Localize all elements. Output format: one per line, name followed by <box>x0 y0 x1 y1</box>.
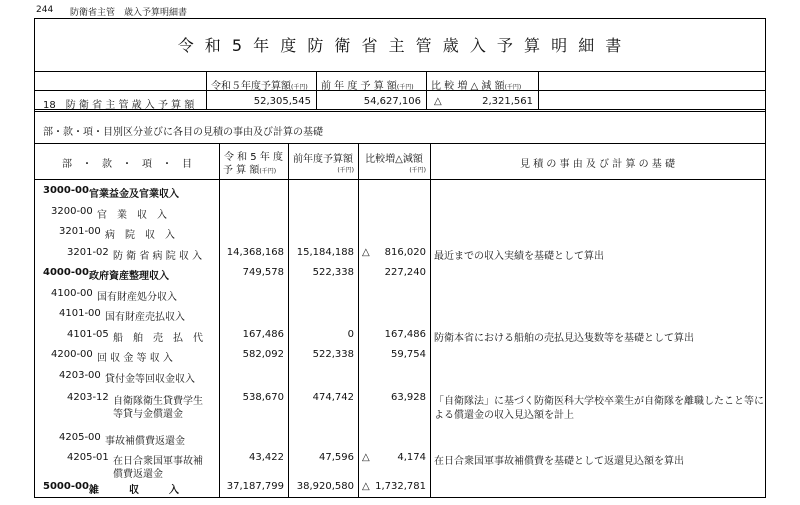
row-code: 3200-00 <box>51 206 93 217</box>
row-diff: 816,020 <box>384 247 426 258</box>
header-current-line1: 令 和 5 年 度 <box>223 152 284 163</box>
row-prev: 15,184,188 <box>296 247 354 258</box>
row-code: 4101-00 <box>59 308 101 319</box>
summary-diff: 2,321,561 <box>482 96 533 107</box>
rule-caption-bottom <box>35 143 765 144</box>
row-mark: △ <box>362 247 370 258</box>
row-code: 5000-00 <box>43 481 89 492</box>
row-name-line2: 償費返還金 <box>113 469 163 480</box>
page-number: 244 <box>36 5 54 15</box>
row-code: 3201-02 <box>67 247 109 258</box>
header-current-line2: 予 算 額(千円) <box>223 165 277 176</box>
row-name: 船 舶 売 払 代 <box>113 333 203 344</box>
detail-divider-2 <box>288 143 289 497</box>
row-name: 官 業 収 入 <box>97 210 167 221</box>
summary-divider-1 <box>206 71 207 109</box>
row-reason: 最近までの収入実績を基礎として算出 <box>434 251 604 262</box>
row-name-line2: 等貸与金償還金 <box>113 409 183 420</box>
row-current: 43,422 <box>249 452 284 463</box>
summary-divider-3 <box>426 71 427 109</box>
row-current: 538,670 <box>242 392 284 403</box>
summary-col-prev: 前 年 度 予 算 額(千円) <box>321 81 414 92</box>
summary-col-diff: 比 較 増 △ 減 額(千円) <box>431 81 522 92</box>
row-code: 4000-00 <box>43 267 89 278</box>
summary-divider-4 <box>538 71 539 109</box>
summary-divider-2 <box>316 71 317 109</box>
row-name: 国有財産処分収入 <box>97 292 177 303</box>
row-code: 4205-00 <box>59 432 101 443</box>
rule-top-summary <box>35 71 765 72</box>
row-code: 4200-00 <box>51 349 93 360</box>
row-prev: 38,920,580 <box>296 481 354 492</box>
row-name: 政府資産整理収入 <box>89 271 169 282</box>
summary-col-current: 令和５年度予算額(千円) <box>211 81 308 92</box>
row-diff: 1,732,781 <box>375 481 426 492</box>
detail-divider-1 <box>219 143 220 497</box>
summary-prev: 54,627,106 <box>363 96 421 107</box>
rule-detail-header-bottom <box>35 179 765 180</box>
header-prev: 前年度予算額 <box>293 154 353 165</box>
row-mark: △ <box>362 481 370 492</box>
row-name: 事故補償費返還金 <box>105 436 185 447</box>
row-name: 自衛隊衛生貸費学生 <box>113 396 203 407</box>
row-diff: 4,174 <box>397 452 426 463</box>
row-name: 官業益金及官業収入 <box>89 189 179 200</box>
running-header: 防衛省主管 歳入予算明細書 <box>70 8 188 18</box>
row-prev: 47,596 <box>319 452 354 463</box>
row-name: 貸付金等回収金収入 <box>105 374 195 385</box>
row-diff: 59,754 <box>391 349 426 360</box>
row-code: 3201-00 <box>59 226 101 237</box>
row-reason: 在日合衆国軍事故補償費を基礎として返還見込額を算出 <box>434 456 684 467</box>
row-name: 国有財産売払収入 <box>105 312 185 323</box>
summary-label: 18 防 衛 省 主 管 歳 入 予 算 額 <box>43 100 195 111</box>
document-frame <box>34 18 766 498</box>
row-current: 14,368,168 <box>226 247 284 258</box>
row-name: 回 収 金 等 収 入 <box>97 353 173 364</box>
detail-divider-3 <box>358 143 359 497</box>
summary-current: 52,305,545 <box>253 96 311 107</box>
header-prev-unit: (千円) <box>337 167 354 174</box>
row-code: 4100-00 <box>51 288 93 299</box>
row-code: 3000-00 <box>43 185 89 196</box>
row-code: 4101-05 <box>67 329 109 340</box>
row-name: 在日合衆国軍事故補 <box>113 456 203 467</box>
row-name: 病 院 収 入 <box>105 230 175 241</box>
row-code: 4203-12 <box>67 392 109 403</box>
row-reason: 「自衛隊法」に基づく防衛医科大学校卒業生が自衛隊を離職したこと等に <box>434 396 764 407</box>
row-diff: 63,928 <box>391 392 426 403</box>
row-prev: 522,338 <box>312 349 354 360</box>
row-diff: 227,240 <box>384 267 426 278</box>
document-title: 令 和 5 年 度 防 衛 省 主 管 歳 入 予 算 明 細 書 <box>177 36 625 55</box>
detail-divider-4 <box>430 143 431 497</box>
header-reason: 見 積 の 事 由 及 び 計 算 の 基 礎 <box>520 159 675 170</box>
row-current: 167,486 <box>242 329 284 340</box>
row-code: 4203-00 <box>59 370 101 381</box>
row-prev: 522,338 <box>312 267 354 278</box>
row-current: 749,578 <box>242 267 284 278</box>
row-name: 雑 収 入 <box>89 485 179 496</box>
row-current: 582,092 <box>242 349 284 360</box>
row-current: 37,187,799 <box>226 481 284 492</box>
row-diff: 167,486 <box>384 329 426 340</box>
section-caption: 部・款・項・目別区分並びに各目の見積の事由及び計算の基礎 <box>43 127 323 138</box>
row-reason-line2: よる償還金の収入見込額を計上 <box>434 410 574 421</box>
header-diff-unit: (千円) <box>409 167 426 174</box>
header-item: 部 ・ 款 ・ 項 ・ 目 <box>62 159 192 170</box>
header-diff: 比較増△減額 <box>365 154 423 165</box>
row-mark: △ <box>362 452 370 463</box>
row-name: 防 衛 省 病 院 収 入 <box>113 251 203 262</box>
row-code: 4205-01 <box>67 452 109 463</box>
row-reason: 防衛本省における船舶の売払見込隻数等を基礎として算出 <box>434 333 694 344</box>
summary-diff-mark: △ <box>434 96 442 107</box>
row-prev: 0 <box>347 329 354 340</box>
row-prev: 474,742 <box>312 392 354 403</box>
rule-summary-bottom-double <box>35 111 765 112</box>
